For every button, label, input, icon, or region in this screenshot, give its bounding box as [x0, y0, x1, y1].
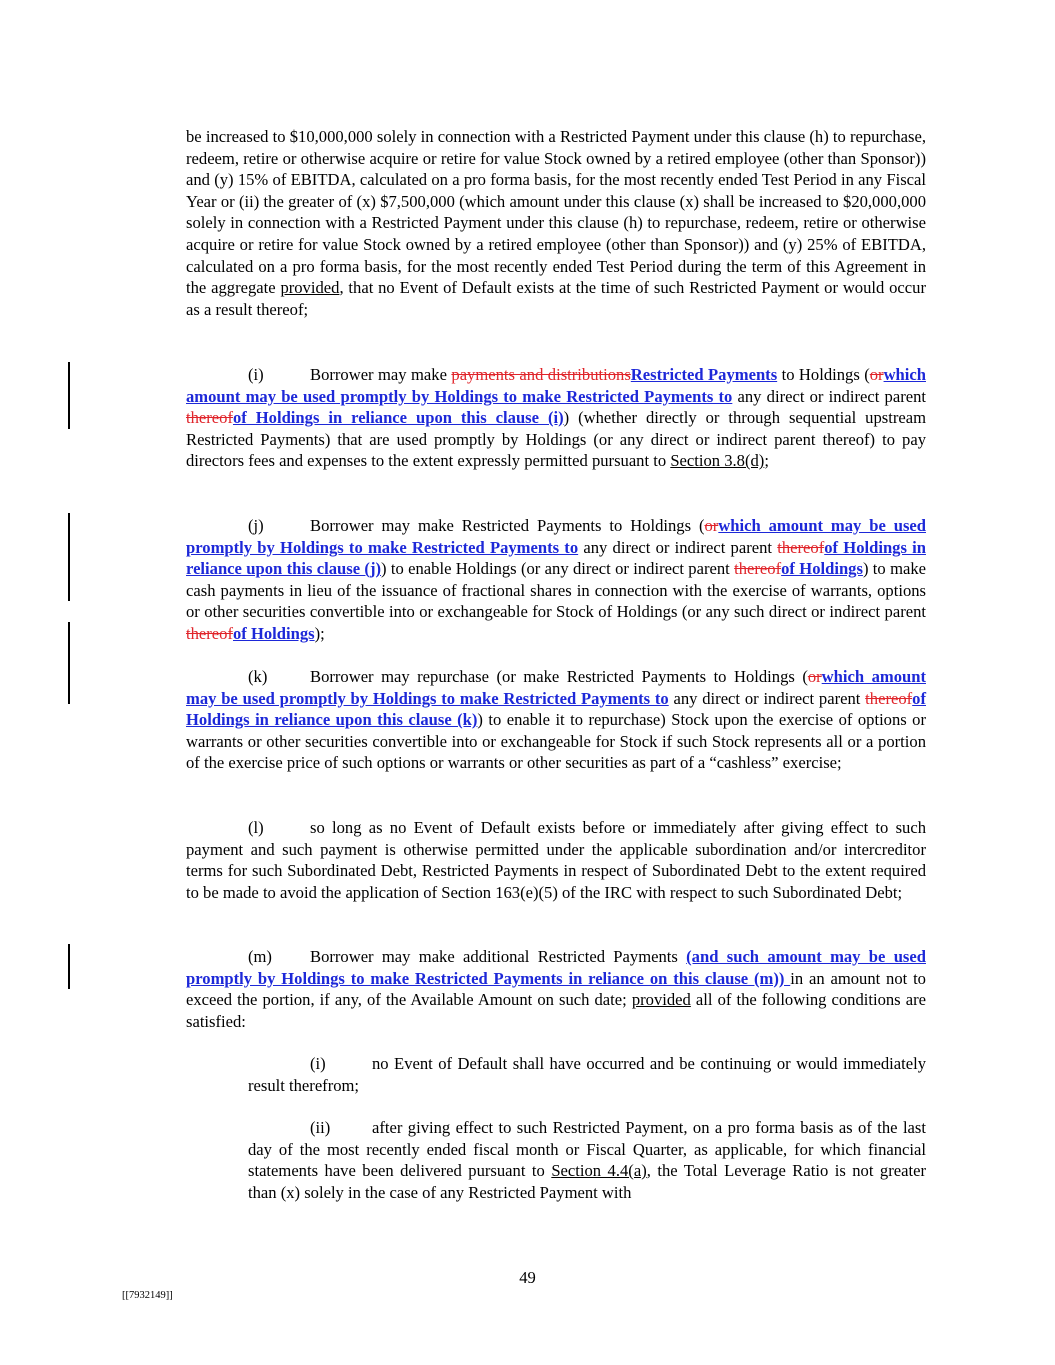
clause-label: (i) — [248, 365, 264, 384]
clause-m-i: (i) no Event of Default shall have occurred and be continuing or would immediately result therefrom; — [248, 1054, 926, 1095]
change-bar-m — [68, 944, 70, 989]
page-number: 49 — [519, 1268, 536, 1287]
inserted-text: of Holdings — [781, 559, 863, 579]
provided-term: provided — [280, 278, 340, 298]
deleted-text: or — [869, 365, 884, 384]
paragraph-h-continuation: be increased to $10,000,000 solely in connection with a Restricted Payment under this clause (h) to repurchase, redeem, retire or otherwise acquire or retire for value Stock owned by a retired employee (other than Sponsor)) and (y) 15% of EBITDA, calculated on a pro forma basis, for the most recently ended Test Period in any Fiscal Year or (ii) the greater of (x) $7,500,000 (which amount under this clause (x) shall be increased to $20,000,000 solely in connection with a Restricted Payment under this clause (h) to repurchase, redeem, retire or otherwise acquire or retire for value Stock owned by a retired employee (other than Sponsor)) and (y) 25% of EBITDA, calculated on a pro forma basis, for the most recently ended Test Period during the term of this Agreement in the aggregate provided, that no Event of Default exists at the time of such Restricted Payment or would occur as a result thereof; — [186, 127, 926, 319]
clause-label: (k) — [248, 667, 268, 686]
inserted-text: which amount may be used promptly by Holdings to make Restricted Payments to — [186, 516, 926, 557]
inserted-text: Restricted Payments — [630, 365, 778, 384]
clause-label: (ii) — [310, 1118, 331, 1137]
section-reference: Section 3.8(d) — [670, 451, 765, 471]
deleted-text: thereof — [865, 688, 913, 708]
document-id: [[7932149]] — [122, 1290, 173, 1301]
clause-label: (i) — [310, 1054, 326, 1073]
change-bar-k — [68, 636, 70, 704]
deleted-text: or — [807, 667, 822, 686]
clause-j: (j) Borrower may make Restricted Payments to Holdings (orwhich amount may be used promptly by Holdings to make Restricted Payments to any direct or indirect parent thereofof Holdings in reliance upon this clause (j)) to enable Holdings (or any direct or indirect parent thereofof Holdings) to make cash payments in lieu of the issuance of fractional shares in connection with the exercise of warrants, options or other securities convertible into or exchangeable for Stock of Holdings (or any such direct or indirect parent thereofof Holdings); — [186, 516, 926, 643]
inserted-text: which amount may be used promptly by Holdings to make Restricted Payments to — [186, 667, 926, 708]
inserted-text: of Holdings in reliance upon this clause (j) — [186, 537, 926, 579]
inserted-text: (and such amount may be used promptly by Holdings to make Restricted Payments in reliance on this clause (m)) — [186, 947, 926, 988]
clause-k: (k) Borrower may repurchase (or make Restricted Payments to Holdings (orwhich amount may be used promptly by Holdings to make Restricted Payments to any direct or indirect parent thereofof Holdings in reliance upon this clause (k)) to enable it to repurchase) Stock upon the exercise of options or warrants or other securities convertible into or exchangeable for Stock if such Stock represents all or a portion of the exercise price of such options or warrants or other securities as part of a “cashless” exercise; — [186, 667, 926, 773]
provided-term: provided — [631, 990, 691, 1010]
inserted-text: of Holdings in reliance upon this clause (i) — [233, 408, 564, 428]
deleted-text: thereof — [186, 408, 233, 428]
deleted-text: thereof — [186, 623, 233, 643]
clause-label: (l) — [248, 818, 264, 837]
clause-i: (i) Borrower may make payments and distributionsRestricted Payments to Holdings (orwhich amount may be used promptly by Holdings to make Restricted Payments to any direct or indirect parent thereofof Holdings in reliance upon this clause (i)) (whether directly or through sequential upstream Restricted Payments) that are used promptly by Holdings (or any direct or indirect parent thereof) to pay directors fees and expenses to the extent expressly permitted pursuant to Section 3.8(d); — [186, 365, 926, 471]
deleted-text: thereof — [777, 537, 825, 557]
section-reference: Section 4.4(a) — [551, 1161, 647, 1181]
clause-label: (j) — [248, 516, 264, 535]
change-bar-i — [68, 362, 70, 429]
clause-l: (l) so long as no Event of Default exists before or immediately after giving effect to such payment and such payment is otherwise permitted under the applicable subordination and/or intercreditor terms for such Subordinated Debt, Restricted Payments in respect of Subordinated Debt to the extent required to be made to avoid the application of Section 163(e)(5) of the IRC with respect to such Subordinated Debt; — [186, 818, 926, 902]
inserted-text: of Holdings in reliance upon this clause (k) — [186, 688, 926, 730]
deleted-text: payments and distributions — [451, 365, 631, 384]
change-bar-j-1 — [68, 513, 70, 601]
clause-m: (m) Borrower may make additional Restricted Payments (and such amount may be used promptly by Holdings to make Restricted Payments in reliance on this clause (m)) in an amount not to exceed the portion, if any, of the Available Amount on such date; provided all of the following conditions are satisfied: — [186, 947, 926, 1031]
inserted-text: of Holdings — [233, 623, 315, 643]
deleted-text: thereof — [734, 559, 782, 579]
clause-label: (m) — [248, 947, 272, 966]
deleted-text: or — [704, 516, 719, 535]
clause-m-ii: (ii) after giving effect to such Restricted Payment, on a pro forma basis as of the last day of the most recently ended fiscal month or Fiscal Quarter, as applicable, for which financial statements have been delivered pursuant to Section 4.4(a), the Total Leverage Ratio is not greater than (x) solely in the case of any Restricted Payment with — [248, 1118, 926, 1202]
inserted-text: which amount may be used promptly by Holdings to make Restricted Payments to — [186, 365, 926, 406]
